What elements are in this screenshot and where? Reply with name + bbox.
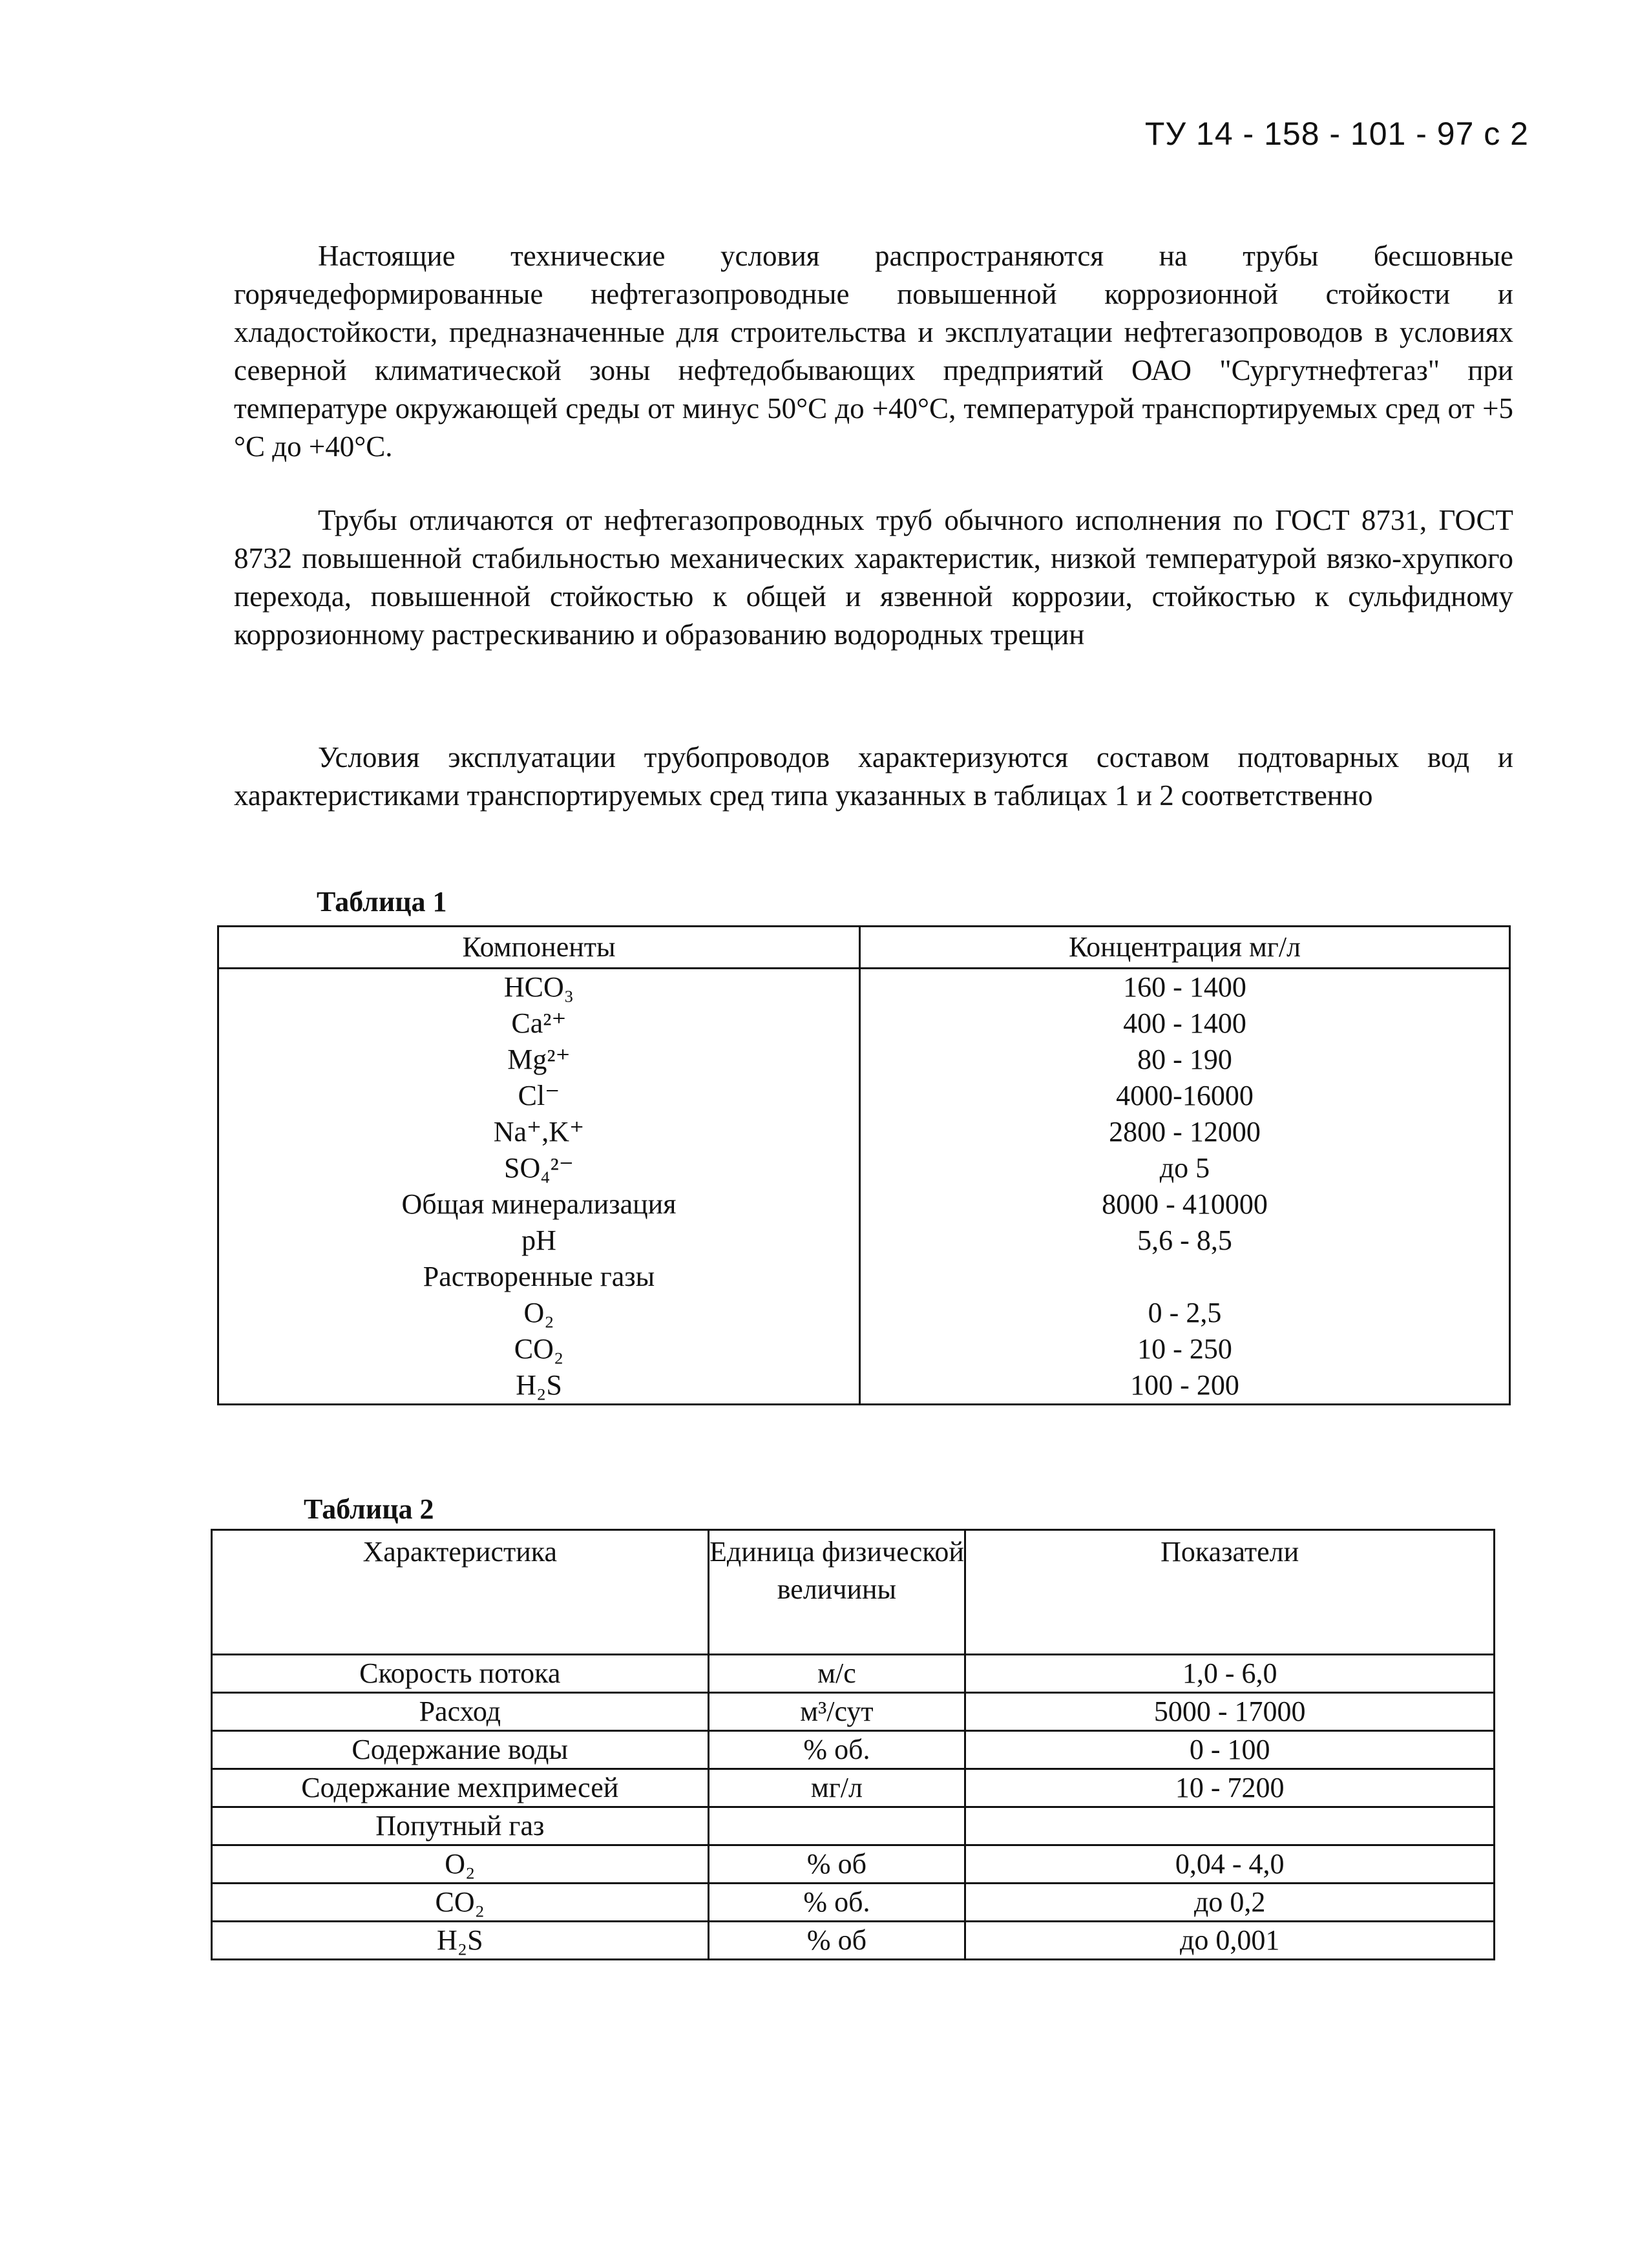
table-cell: мг/л xyxy=(708,1769,965,1807)
table-cell: м³/сут xyxy=(708,1693,965,1731)
table-cell: 0,04 - 4,0 xyxy=(965,1845,1495,1884)
table-row xyxy=(212,1845,1495,1884)
paragraph-scope: Настоящие технические условия распространяются на трубы бесшовные горячедеформированные нефтегазопроводные повышенной коррозионной стойкости и хладостойкости, предназначенные для строительства и эксплуатации нефтегазопроводов в условиях северной климатической зоны нефтедобывающих предприятий ОАО "Сургутнефтегаз" при температуре окружающей среды от минус 50°С до +40°С, температурой транспортируемых сред от +5 °С до +40°С. xyxy=(234,240,1513,463)
table1-caption: Таблица 1 xyxy=(317,886,447,918)
table-cell: Общая минерализация xyxy=(218,1186,860,1223)
table-row xyxy=(218,1150,1510,1186)
table-row xyxy=(218,1259,1510,1295)
table-cell: до 0,2 xyxy=(965,1884,1495,1922)
paragraph-conditions: Условия эксплуатации трубопроводов характеризуются составом подтоварных вод и характеристиками транспортируемых сред типа указанных в таблицах 1 и 2 соответственно xyxy=(234,741,1513,812)
table-cell: SO₄²⁻ xyxy=(218,1150,860,1186)
table-cell: % об xyxy=(708,1845,965,1884)
table-row xyxy=(212,1884,1495,1922)
table-row xyxy=(212,1655,1495,1693)
table2-header-unit: Единица физической величины xyxy=(708,1530,965,1655)
table-cell: H₂S xyxy=(218,1367,860,1405)
table-cell: Попутный газ xyxy=(212,1807,709,1845)
paragraph-properties: Трубы отличаются от нефтегазопроводных труб обычного исполнения по ГОСТ 8731, ГОСТ 8732 повышенной стабильностью механических характеристик, низкой температурой вязко-хрупкого перехода, повышенной стойкостью к общей и язвенной коррозии, стойкостью к сульфидному коррозионному растрескиванию и образованию водородных трещин xyxy=(234,504,1513,651)
table-row xyxy=(218,1223,1510,1259)
table1-water-composition xyxy=(217,925,1511,1405)
table-cell: 8000 - 410000 xyxy=(1102,1188,1268,1220)
table-row xyxy=(218,1078,1510,1114)
table-cell: 160 - 1400 xyxy=(1123,971,1246,1003)
table-cell: CO₂ xyxy=(218,1331,860,1367)
table-row xyxy=(218,1005,1510,1042)
table-cell: 10 - 7200 xyxy=(965,1769,1495,1807)
table-row xyxy=(218,1114,1510,1150)
table-cell: % об. xyxy=(708,1884,965,1922)
table2-header-values: Показатели xyxy=(965,1530,1495,1655)
table2-medium-characteristics xyxy=(211,1529,1495,1960)
table-cell: до 0,001 xyxy=(965,1922,1495,1960)
table-cell: 10 - 250 xyxy=(1137,1333,1232,1365)
table-cell: 0 - 2,5 xyxy=(1148,1297,1222,1328)
table2-caption: Таблица 2 xyxy=(304,1493,434,1525)
table-cell: Cl⁻ xyxy=(218,1078,860,1114)
table-cell xyxy=(860,1259,1510,1295)
table-row xyxy=(218,1042,1510,1078)
table1-header-components: Компоненты xyxy=(218,927,860,969)
table-cell: Na⁺,K⁺ xyxy=(218,1114,860,1150)
table-cell: % об xyxy=(708,1922,965,1960)
table-cell: 4000-16000 xyxy=(1116,1080,1254,1111)
table1-header-concentration: Концентрация мг/л xyxy=(860,927,1510,969)
table-cell: Растворенные газы xyxy=(218,1259,860,1295)
table-cell: CO₂ xyxy=(212,1884,709,1922)
table2-header-characteristic: Характеристика xyxy=(212,1530,709,1655)
table-cell: O₂ xyxy=(218,1295,860,1331)
table-row xyxy=(218,1331,1510,1367)
table-cell xyxy=(965,1807,1495,1845)
table-cell: H₂S xyxy=(212,1922,709,1960)
table-cell: Содержание воды xyxy=(212,1731,709,1769)
table-cell: 5,6 - 8,5 xyxy=(1137,1224,1232,1256)
table-cell xyxy=(708,1807,965,1845)
table-cell: 400 - 1400 xyxy=(1123,1007,1246,1039)
table-row xyxy=(218,1295,1510,1331)
table-cell: 2800 - 12000 xyxy=(1109,1116,1261,1148)
table-row xyxy=(212,1807,1495,1845)
table-row xyxy=(218,1367,1510,1405)
table-cell: 80 - 190 xyxy=(1137,1044,1232,1075)
table-cell: м/с xyxy=(708,1655,965,1693)
table-cell: Расход xyxy=(212,1693,709,1731)
table-row xyxy=(212,1922,1495,1960)
table-cell: % об. xyxy=(708,1731,965,1769)
table2-header-row xyxy=(212,1530,1495,1655)
table-cell: HCO₃ xyxy=(218,969,860,1006)
table-cell: 1,0 - 6,0 xyxy=(965,1655,1495,1693)
table-row xyxy=(218,1186,1510,1223)
table-cell: Mg²⁺ xyxy=(218,1042,860,1078)
table-cell: Содержание мехпримесей xyxy=(212,1769,709,1807)
table-cell: Скорость потока xyxy=(212,1655,709,1693)
table-row xyxy=(212,1769,1495,1807)
table-cell: Ca²⁺ xyxy=(218,1005,860,1042)
table-cell: 100 - 200 xyxy=(1130,1369,1239,1401)
document-code: ТУ 14 - 158 - 101 - 97 с 2 xyxy=(1144,116,1529,152)
table-cell: 0 - 100 xyxy=(965,1731,1495,1769)
table-cell: до 5 xyxy=(1159,1152,1210,1184)
table-cell: pH xyxy=(218,1223,860,1259)
table-row xyxy=(212,1731,1495,1769)
table-row xyxy=(212,1693,1495,1731)
table-cell: O₂ xyxy=(212,1845,709,1884)
table1-header-row xyxy=(218,927,1510,969)
table-cell: 5000 - 17000 xyxy=(965,1693,1495,1731)
table-row xyxy=(218,969,1510,1006)
